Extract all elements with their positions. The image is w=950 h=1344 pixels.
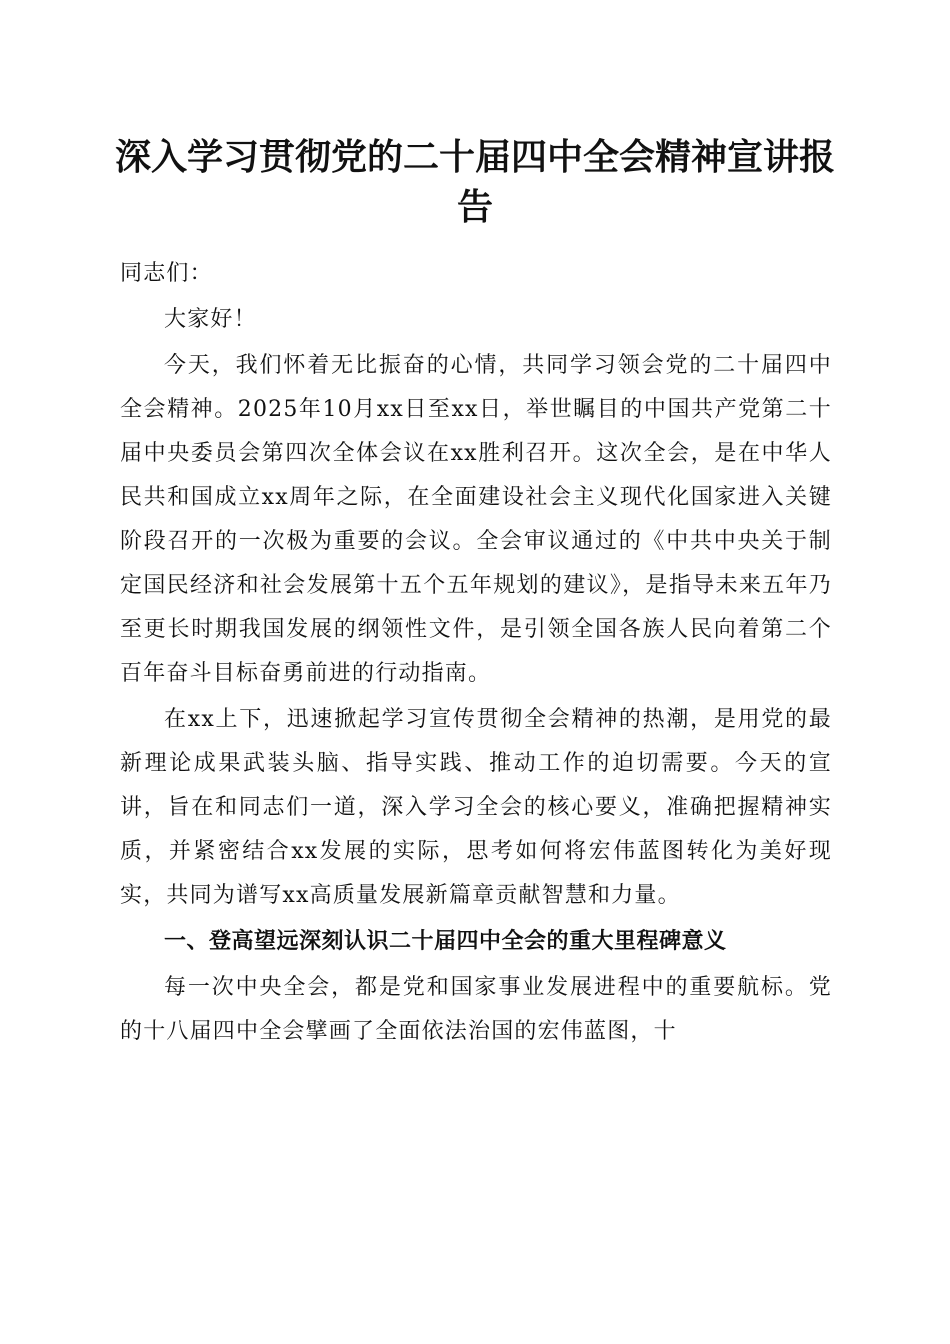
- section-paragraph: 每一次中央全会，都是党和国家事业发展进程中的重要航标。党的十八届四中全会擘画了全面依法治国的宏伟蓝图，十: [120, 975, 832, 1044]
- greeting: 大家好！: [164, 307, 257, 332]
- paragraph-intro: 今天，我们怀着无比振奋的心情，共同学习领会党的二十届四中全会精神。2025年10月xx日至xx日，举世瞩目的中国共产党第二十届中央委员会第四次全体会议在xx胜利召开。这次全会，是在中华人民共和国成立xx周年之际，在全面建设社会主义现代化国家进入关键阶段召开的一次极为重要的会议。全会审议通过的《中共中央关于制定国民经济和社会发展第十五个五年规划的建议》，是指导未来五年乃至更长时期我国发展的纲领性文件，是引领全国各族人民向着第二个百年奋斗目标奋勇前进的行动指南。: [120, 353, 832, 686]
- document-body: [120, 252, 832, 1056]
- salutation: 同志们：: [120, 261, 213, 286]
- section-heading: 一、登高望远深刻认识二十届四中全会的重大里程碑意义: [164, 929, 727, 954]
- document-title: 深入学习贯彻党的二十届四中全会精神宣讲报告: [114, 136, 835, 228]
- paragraph-purpose: 在xx上下，迅速掀起学习宣传贯彻全会精神的热潮，是用党的最新理论成果武装头脑、指导实践、推动工作的迫切需要。今天的宣讲，旨在和同志们一道，深入学习全会的核心要义，准确把握精神实质，并紧密结合xx发展的实际，思考如何将宏伟蓝图转化为美好现实，共同为谱写xx高质量发展新篇章贡献智慧和力量。: [120, 707, 832, 908]
